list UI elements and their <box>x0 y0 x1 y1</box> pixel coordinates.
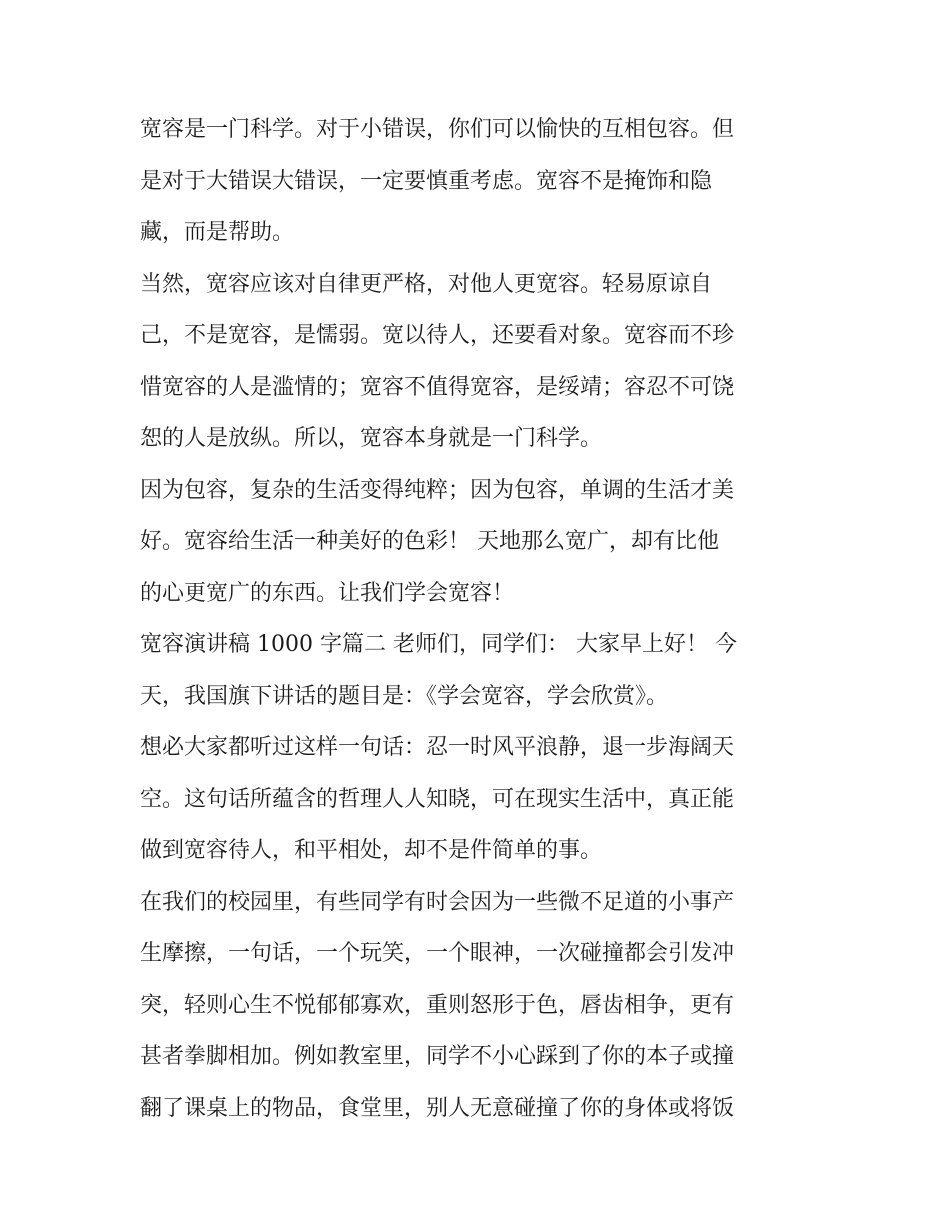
text-line: 宽容是一门科学。对于小错误，你们可以愉快的互相包容。但 <box>140 117 735 142</box>
text-line: 藏，而是帮助。 <box>140 220 295 245</box>
text-line: 宽容演讲稿 1000 字篇二 老师们，同学们： 大家早上好！ 今 <box>140 632 737 657</box>
text-line: 好。宽容给生活一种美好的色彩！ 天地那么宽广，却有比他 <box>140 529 719 554</box>
text-line: 想必大家都听过这样一句话：忍一时风平浪静，退一步海阔天 <box>140 735 735 760</box>
document-body <box>140 104 815 1134</box>
text-line: 突，轻则心生不悦郁郁寡欢，重则怒形于色，唇齿相争，更有 <box>140 992 735 1018</box>
text-line: 的心更宽广的东西。让我们学会宽容！ <box>140 580 515 606</box>
text-line: 因为包容，复杂的生活变得纯粹；因为包容，单调的生活才美 <box>140 477 735 503</box>
text-line: 做到宽容待人，和平相处，却不是件简单的事。 <box>140 838 603 863</box>
text-line: 生摩擦，一句话，一个玩笑，一个眼神，一次碰撞都会引发冲 <box>140 941 735 966</box>
text-line: 天，我国旗下讲话的题目是：《学会宽容，学会欣赏》。 <box>140 683 669 709</box>
text-line: 是对于大错误大错误，一定要慎重考虑。宽容不是掩饰和隐 <box>140 168 713 194</box>
text-line: 惜宽容的人是滥情的；宽容不值得宽容，是绥靖；容忍不可饶 <box>140 374 735 400</box>
text-line: 在我们的校园里，有些同学有时会因为一些微不足道的小事产 <box>140 889 735 915</box>
text-line: 当然，宽容应该对自律更严格，对他人更宽容。轻易原谅自 <box>140 271 713 297</box>
text-line: 翻了课桌上的物品，食堂里，别人无意碰撞了你的身体或将饭 <box>140 1095 735 1121</box>
text-line: 空。这句话所蕴含的哲理人人知晓，可在现实生活中，真正能 <box>140 786 735 812</box>
text-line: 甚者拳脚相加。例如教室里，同学不小心踩到了你的本子或撞 <box>140 1044 735 1069</box>
text-line: 己，不是宽容，是懦弱。宽以待人，还要看对象。宽容而不珍 <box>140 323 735 348</box>
text-line: 恕的人是放纵。所以，宽容本身就是一门科学。 <box>140 426 603 451</box>
